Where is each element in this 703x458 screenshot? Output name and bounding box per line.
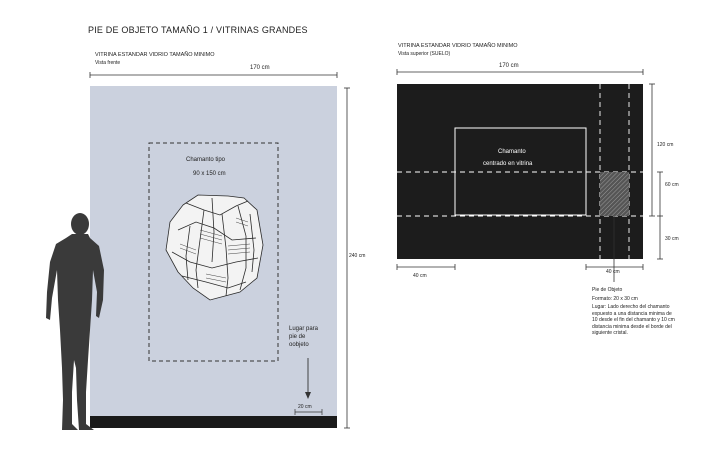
top-width-label: 170 cm	[499, 63, 519, 69]
placard-place-label	[289, 325, 318, 349]
placard-width-label: 20 cm	[298, 404, 312, 410]
top-view-subheading: Vista superior (SUELO)	[398, 51, 451, 57]
front-view-subheading: Vista frente	[95, 60, 121, 66]
placard-note	[592, 287, 696, 337]
top-right-dimensions	[649, 84, 663, 259]
note-place-line4: distancia minima desde el borde del	[592, 323, 672, 330]
placard-place-label-line1: Lugar para	[289, 326, 319, 332]
note-title: Pie de Objeto	[592, 287, 623, 293]
note-place-line1: Lugar: Lado derecho del chamanto	[592, 304, 670, 310]
note-place-line2: expuesto a una distancia minima de	[592, 310, 672, 317]
top-object-label-line2: centrado en vitrina	[483, 161, 533, 167]
top-object-label-line1: Chamanto	[498, 149, 526, 155]
front-object-label-line1: Chamanto tipo	[186, 157, 226, 163]
front-floor-base	[90, 416, 337, 428]
note-place-line3: 10 desde el fin del chamanto y 10 cm	[592, 317, 675, 323]
placard-place-label-line3: oobjeto	[289, 342, 309, 348]
dim-120-label: 120 cm	[657, 142, 674, 148]
top-view-heading: VITRINA ESTANDAR VIDRIO TAMAÑO MINIMO	[398, 43, 518, 49]
front-width-label: 170 cm	[250, 65, 270, 71]
dim-40-right-label: 40 cm	[606, 269, 620, 275]
note-format: Formato: 20 x 30 cm	[592, 295, 638, 302]
note-place-line5: siguiente cristal.	[592, 330, 628, 336]
dim-60-label: 60 cm	[665, 182, 679, 188]
front-view-heading: VITRINA ESTANDAR VIDRIO TAMAÑO MINIMO	[95, 52, 215, 58]
front-object-label-line2: 90 x 150 cm	[193, 171, 226, 177]
page-title: PIE DE OBJETO TAMAÑO 1 / VITRINAS GRANDES	[88, 25, 308, 35]
dim-40-left-label: 40 cm	[413, 273, 427, 279]
front-height-label: 240 cm	[349, 253, 366, 259]
top-view-floor	[397, 84, 643, 259]
dim-30-label: 30 cm	[665, 236, 679, 242]
placard-place-label-line2: pie de	[289, 334, 306, 340]
